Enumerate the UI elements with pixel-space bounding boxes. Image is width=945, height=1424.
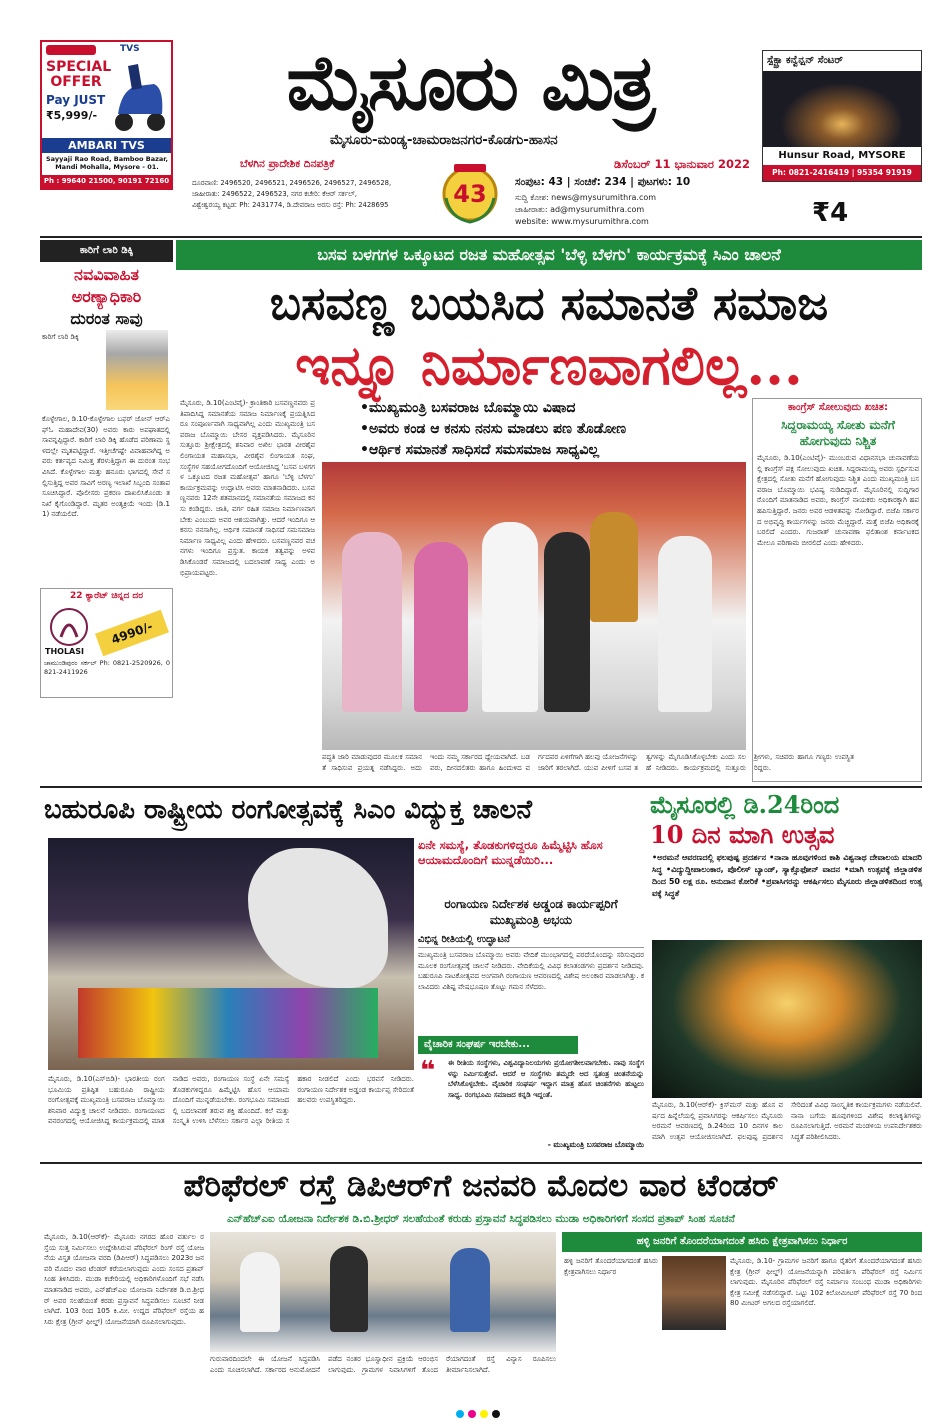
side-headline-2: ಅರಣ್ಯಾಧಿಕಾರಿ [71,287,142,306]
stage-screen [248,848,388,988]
story4-body-left: ಮೈಸೂರು, ಡಿ.10(ಆರ್‌ಕೆ)- ಮೈಸೂರು ನಗರದ ಹೊರ ವರ್ತುಲ ರಸ್ತೆಯ ಸುತ್ತ ನಿರ್ಮಿಸಲು ಉದ್ದೇಶಿಸಿರುವ ಪೆರಿಫೆರಲ್ ರಿಂಗ್ ರಸ್ತೆ ಯೋಜನೆಯ ವಿಸ್ತೃತ ಯೋಜನಾ ವರದಿ (ಡಿಪಿಆರ್) ಸಿದ್ಧಪಡಿಸಲು 2023ರ ಜನವರಿ ಮೊದಲ ವಾರ ಟೆಂಡರ್ ಕರೆಯಲಾಗುವುದು ಎಂದು ಸಂಸದ ಪ್ರತಾಪ್ ಸಿಂಹ ತಿಳಿಸಿದರು. ಮುಡಾ ಕಚೇರಿಯಲ್ಲಿ ಅಧಿಕಾರಿಗಳೊಂದಿಗೆ ಸಭೆ ನಡೆಸಿ ಮಾತನಾಡಿದ ಅವರು, ಎನ್‌ಹೆಚ್‌ಎಐ ಯೋಜನಾ ನಿರ್ದೇಶಕ ಡಿ.ಬಿ.ಶ್ರೀಧರ್ ಅವರ ಸಲಹೆಯಂತೆ ಕರಡು ಪ್ರಸ್ತಾವನೆ ಸಿದ್ಧಪಡಿಸಲು ಸೂಚನೆ ನೀಡಲಾಗಿದೆ. 103 ರಿಂದ 105 ಕಿ.ಮೀ. ಉದ್ದದ ಪೆರಿಫೆರಲ್ ರಸ್ತೆಯ ಹಸಿರು ಕ್ಷೇತ್ರ (ಗ್ರೀನ್ ಫೀಲ್ಡ್) ಯೋಜನೆಯಾಗಿ ರೂಪಿಸಲಾಗುವುದು. [44,1233,204,1326]
masthead-date: ಡಿಸೆಂಬರ್ 11 ಭಾನುವಾರ 2022 [613,157,750,171]
story4-side-head: ಹಳ್ಳಿ ಜನರಿಗೆ ತೊಂದರೆಯಾಗದಂತೆ ಹಸಿರು ಕ್ಷೇತ್ರವಾಗಿಸಲು ನಿರ್ಧಾರ [562,1232,922,1252]
gold-brand: THOLASI [45,647,84,656]
story3-headline-1: ಮೈಸೂರಲ್ಲಿ ಡಿ.24ರಿಂದ [650,790,840,819]
side-story-body-a: ಕಾರಿಗೆ ಲಾರಿ ಡಿಕ್ಕಿ [42,333,79,341]
story3-bullets: •ಅರಮನೆ ಆವರಣದಲ್ಲಿ ಫಲಪುಷ್ಪ ಪ್ರದರ್ಶನ •ನಾನಾ ಹೂವುಗಳಿಂದ ಕಾಶಿ ವಿಶ್ವನಾಥ ದೇವಾಲಯ ಮಾದರಿ ಸಿದ್ಧ •ವಿದ್ಯುದ್ದೀಪಾಲಂಕಾರ, ಪೊಲೀಸ್ ಬ್ಯಾಂಡ್, ಸ್ಯಾಕ್ಸೊಫೋನ್ ವಾದನ •ಮಾಗಿ ಉತ್ಸವಕ್ಕೆ ಜಿಲ್ಲಾಡಳಿತದಿಂದ 50 ಲಕ್ಷ ರೂ. ಅನುದಾನ ಕೋರಿಕೆ •ಪ್ರವಾಸಿಗರನ್ನು ಆಕರ್ಷಿಸಲು ಮೈಸೂರು ಜಿಲ್ಲಾಡಳಿತದಿಂದ ಉತ್ಸವಕ್ಕೆ ಸಿದ್ಧತೆ [652,853,922,898]
story4-headline: ಪೆರಿಫೆರಲ್ ರಸ್ತೆ ಡಿಪಿಆರ್‌ಗೆ ಜನವರಿ ಮೊದಲ ವಾರ ಟೆಂಡರ್ [183,1168,779,1204]
issue-info: ಸಂಪುಟ: 43 | ಸಂಚಿಕೆ: 234 | ಪುಟಗಳು: 10 [515,176,691,188]
masthead-tagline: ಬೆಳಗಿನ ಪ್ರಾದೇಶಿಕ ದಿನಪತ್ರಿಕೆ [240,158,335,170]
quote-icon: ❝ [420,1056,436,1086]
side-box-body: ಮೈಸೂರು, ಡಿ.10(ಎಂಟಿವೈ)- ಮುಂಬರುವ ವಿಧಾನಸಭಾ ಚುನಾವಣೆಯಲ್ಲಿ ಕಾಂಗ್ರೆಸ್ ಪಕ್ಷ ಸೋಲುವುದು ಖಚಿತ. ಸಿದ್ದರಾಮಯ್ಯ ಅವರು ಸ್ಪರ್ಧಿಸುವ ಕ್ಷೇತ್ರದಲ್ಲಿ ಸೋತು ಮನೆಗೆ ಹೋಗುವುದು ನಿಶ್ಚಿತ ಎಂದು ಮುಖ್ಯಮಂತ್ರಿ ಬಸವರಾಜ ಬೊಮ್ಮಾಯಿ ಭವಿಷ್ಯ ನುಡಿದಿದ್ದಾರೆ. ಮೈಸೂರಿನಲ್ಲಿ ಸುದ್ದಿಗಾರರೊಂದಿಗೆ ಮಾತನಾಡಿದ ಅವರು, ಕಾಂಗ್ರೆಸ್ ನಾಯಕರು ಅಧಿಕಾರಕ್ಕಾಗಿ ಹಪಹಪಿಸುತ್ತಿದ್ದಾರೆ. ಜನರು ಅವರ ಆಡಳಿತವನ್ನು ನೋಡಿದ್ದಾರೆ. ಬಿಜೆಪಿ ಸರ್ಕಾರದ ಅಭಿವೃದ್ಧಿ ಕಾರ್ಯಗಳನ್ನು ಜನರು ಮೆಚ್ಚಿದ್ದಾರೆ. ಮತ್ತೆ ಬಿಜೆಪಿ ಅಧಿಕಾರಕ್ಕೆ ಬರಲಿದೆ ಎಂದರು. ಗುಜರಾತ್ ಚುನಾವಣಾ ಫಲಿತಾಂಶ ಕರ್ನಾಟಕದ ಮೇಲೂ ಪರಿಣಾಮ ಬೀರಲಿದೆ ಎಂದು ಹೇಳಿದರು. [757,454,920,547]
anniversary-number: 43 [453,180,487,208]
side-box-kicker: ಕಾಂಗ್ರೆಸ್ ಸೋಲುವುದು ಖಚಿತ: [788,402,888,413]
phones-line-2: ಜಾಹೀರಾತು: 2496522, 2496523, ನಗರ ಕಚೇರಿ: ಕೆಆರ್ ಸರ್ಕಲ್, [192,190,357,198]
price: ₹4 [812,198,849,228]
person-shape [240,1252,280,1332]
scooter-icon [108,58,170,134]
ad-spectra-name: ಸ್ಪೆಕ್ಟ್ರಾ ಕನ್ವೆನ್ಷನ್ ಸೆಂಟರ್ [763,51,921,71]
story4-photo [210,1232,556,1352]
ad-dealer: AMBARI TVS [42,138,171,153]
ad-spectra [762,50,922,182]
story4-body-right: ಮೈಸೂರು, ಡಿ.10- ಗ್ರಾಮಗಳ ಜನರಿಗೆ ಹಾಗೂ ರೈತರಿಗೆ ತೊಂದರೆಯಾಗದಂತೆ ಹಸಿರು ಕ್ಷೇತ್ರ (ಗ್ರೀನ್ ಫೀಲ್ಡ್) ಯೋಜನೆಯನ್ನಾಗಿ ಪರಿವರ್ತಿಸಿ ಪೆರಿಫೆರಲ್ ರಸ್ತೆ ನಿರ್ಮಿಸಲಾಗುವುದು. ಮೈಸೂರಿನ ಪೆರಿಫೆರಲ್ ರಸ್ತೆ ನಿರ್ಮಾಣ ಸಂಬಂಧ ಮುಡಾ ಅಧಿಕಾರಿಗಳು ಕ್ಷೇತ್ರ ಸಮೀಕ್ಷೆ ನಡೆಸಲಿದ್ದಾರೆ. ಒಟ್ಟು 102 ಕಿಲೋಮೀಟರ್ ಪೆರಿಫೆರಲ್ ರಸ್ತೆ 70 ರಿಂದ 80 ಮೀಟರ್ ಅಗಲದ ರಸ್ತೆಯಾಗಲಿದೆ. [730,1257,922,1308]
tholasi-logo-icon [49,607,89,647]
lead-body-bottom: ಪದ್ಧತಿ ಜಾರಿ ಮಾಡುವುದರ ಮೂಲಕ ಸಮಾನತೆ ಸಾಧಿಸುವ ಪ್ರಯತ್ನ ನಡೆಸಿದ್ದರು. ಅದು ಇಂದು ನಮ್ಮ ಸರ್ಕಾರದ ಧ್ಯೇಯವಾಗಿದೆ. ಬಡವರು, ದೀನದಲಿತರು ಹಾಗೂ ಹಿಂದುಳಿದ ವರ್ಗದವರ ಏಳಿಗೆಗಾಗಿ ಹಲವು ಯೋಜನೆಗಳನ್ನು ಜಾರಿಗೆ ತರಲಾಗಿದೆ. ಯುವ ಪೀಳಿಗೆ ಬಸವ ತತ್ವಗಳನ್ನು ಮೈಗೂಡಿಸಿಕೊಳ್ಳಬೇಕು ಎಂದು ಸಲಹೆ ನೀಡಿದರು. ಕಾರ್ಯಕ್ರಮದಲ್ಲಿ ಸುತ್ತೂರು ಶ್ರೀಗಳು, ಸಚಿವರು ಹಾಗೂ ಗಣ್ಯರು ಉಪಸ್ಥಿತರಿದ್ದರು. [322,753,854,772]
officer-photo [106,330,168,410]
person-shape [658,536,712,712]
side-box [752,398,922,782]
lead-headline-2: ಇನ್ನೂ ನಿರ್ಮಾಣವಾಗಲಿಲ್ಲ... [295,333,803,397]
side-headline [40,264,173,330]
story2-sub4: ವೈಚಾರಿಕ ಸಂಘರ್ಷ ಇರಬೇಕು... [418,1036,578,1054]
convention-photo [763,71,921,147]
ad-address: Sayyaji Rao Road, Bamboo Bazar, Mandi Mohalla, Mysore - 01. [46,155,168,171]
emails [515,192,755,228]
registration-mark [456,1410,464,1418]
story4-body-mid: ಗುರುವಾರದಿಂದಲೇ ಈ ಯೋಜನೆ ಸಿದ್ಧಪಡಿಸಿ ಎಂದು ಸೂಚಿಸಲಾಗಿದೆ. ಸರ್ಕಾರದ ಅನುಮೋದನೆ ಪಡೆದ ನಂತರ ಭೂಸ್ವಾಧೀನ ಪ್ರಕ್ರಿಯೆ ಆರಂಭಿಸಲಾಗುವುದು. ಗ್ರಾಮಗಳ ನಿವಾಸಿಗಳಿಗೆ ತೊಂದರೆಯಾಗದಂತೆ ರಸ್ತೆ ವಿನ್ಯಾಸ ರೂಪಿಸಲು ತೀರ್ಮಾನಿಸಲಾಗಿದೆ. [210,1355,556,1374]
gold-rate: 4990/- [95,610,169,656]
side-box-headline: ಸಿದ್ದರಾಮಯ್ಯ ಸೋತು ಮನೆಗೆ ಹೋಗುವುದು ನಿಶ್ಚಿತ [781,418,895,448]
website: website: www.mysurumithra.com [515,217,649,226]
mp-photo [662,1256,726,1330]
ad-pay: Pay JUST [46,93,106,107]
story2-body-bottom: ಮೈಸೂರು, ಡಿ.10(ಎಸ್‌ಬಿಡಿ)- ಭಾರತೀಯ ರಂಗಭೂಮಿಯ ಪ್ರತಿಷ್ಠಿತ ಬಹುರೂಪಿ ರಾಷ್ಟ್ರೀಯ ರಂಗೋತ್ಸವಕ್ಕೆ ಮುಖ್ಯಮಂತ್ರಿ ಬಸವರಾಜ ಬೊಮ್ಮಾಯಿ ಶನಿವಾರ ವಿದ್ಯುಕ್ತ ಚಾಲನೆ ನೀಡಿದರು. ರಂಗಾಯಣದ ವನರಂಗದಲ್ಲಿ ಆಯೋಜಿಸಿದ್ದ ಕಾರ್ಯಕ್ರಮದಲ್ಲಿ ಮಾತನಾಡಿದ ಅವರು, ರಂಗಾಯಣ ಸಂಸ್ಥೆ ಏನೇ ಸಮಸ್ಯೆ ತೊಡಕುಗಳಿದ್ದರೂ ಹಿಮ್ಮೆಟ್ಟಿಸಿ ಹೊಸ ಆಯಾಮದೊಂದಿಗೆ ಮುನ್ನಡೆಯಬೇಕು. ರಂಗಭೂಮಿ ಸಮಾಜದಲ್ಲಿ ಬದಲಾವಣೆ ತರುವ ಶಕ್ತಿ ಹೊಂದಿದೆ. ಕಲೆ ಮತ್ತು ಸಂಸ್ಕೃತಿ ಉಳಿಸಿ ಬೆಳೆಸಲು ಸರ್ಕಾರ ಎಲ್ಲಾ ರೀತಿಯ ಸಹಕಾರ ನೀಡಲಿದೆ ಎಂದು ಭರವಸೆ ನೀಡಿದರು. ರಂಗಾಯಣ ನಿರ್ದೇಶಕ ಅಡ್ಡಂಡ ಕಾರ್ಯಪ್ಪ ಸೇರಿದಂತೆ ಹಲವರು ಉಪಸ್ಥಿತರಿದ್ದರು. [48,1075,414,1126]
anniversary-emblem [436,158,504,226]
lead-strap: ಬಸವ ಬಳಗಗಳ ಒಕ್ಕೂಟದ ರಜತ ಮಹೋತ್ಸವ 'ಬೆಳ್ಳಿ ಬೆಳಗು' ಕಾರ್ಯಕ್ರಮಕ್ಕೆ ಸಿಎಂ ಚಾಲನೆ [176,240,922,270]
ad-tvs [40,40,173,190]
ad-spectra-phone: Ph: 0821-2416419 | 95354 91919 [763,165,921,181]
performers-shape [78,988,378,1058]
section-rule [40,786,922,788]
phones-line-1: ದೂರವಾಣಿ: 2496520, 2496521, 2496526, 2496527, 2496528, [192,179,392,187]
story2-sub1: ಏನೇ ಸಮಸ್ಯೆ, ತೊಡಕುಗಳಿದ್ದರೂ ಹಿಮ್ಮೆಟ್ಟಿಸಿ ಹೊಸ ಆಯಾಮದೊಂದಿಗೆ ಮುನ್ನಡೆಯಿರಿ... [418,838,603,867]
masthead-districts: ಮೈಸೂರು-ಮಂಡ್ಯ-ಚಾಮರಾಜನಗರ-ಕೊಡಗು-ಹಾಸನ [330,132,558,148]
story2-quote: ಈ ರೀತಿಯ ಸಂಸ್ಥೆಗಳು, ವಿಶ್ವವಿದ್ಯಾನಿಲಯಗಳು ಪ್ರಯೋಗಶೀಲವಾಗಬೇಕು. ನಾವು ಸಂಸ್ಥೆಗಳನ್ನು ನಿರ್ಮಿಸುತ್ತೇವೆ. ಆದರೆ ಆ ಸಂಸ್ಥೆಗಳು ತಮ್ಮದೇ ಆದ ಸ್ವತಂತ್ರ ಚಿಂತನೆಯನ್ನು ಬೆಳೆಸಿಕೊಳ್ಳಬೇಕು. ವೈಚಾರಿಕ ಸಂಘರ್ಷ ಇದ್ದಾಗ ಮಾತ್ರ ಹೊಸ ಚಿಂತನೆಗಳು ಹುಟ್ಟಲು ಸಾಧ್ಯ. ರಂಗಭೂಮಿ ಸಮಾಜದ ಕನ್ನಡಿ ಇದ್ದಂತೆ. [448,1059,644,1099]
side-kicker: ಕಾರಿಗೆ ಲಾರಿ ಡಿಕ್ಕಿ [40,240,173,262]
lead-bullet-2: •ಅವರು ಕಂಡ ಆ ಕನಸು ನನಸು ಮಾಡಲು ಪಣ ತೊಡೋಣ [360,421,627,437]
person-shape [342,532,402,712]
story3-headline [650,790,922,850]
lead-bullet-3: •ಆರ್ಥಿಕ ಸಮಾನತೆ ಸಾಧಿಸದೆ ಸಮಸಮಾಜ ಸಾಧ್ಯವಿಲ್ಲ [360,442,600,458]
story2-body-right: ಮುಖ್ಯಮಂತ್ರಿ ಬಸವರಾಜ ಬೊಮ್ಮಾಯಿ ಅವರು ವೇದಿಕೆ ಮುಂಭಾಗದಲ್ಲಿ ಪರದೆಯೊಂದನ್ನು ಸರಿಸುವುದರ ಮೂಲಕ ರಂಗೋತ್ಸವಕ್ಕೆ ಚಾಲನೆ ನೀಡಿದರು. ವೇದಿಕೆಯಲ್ಲಿ ವಿವಿಧ ಕಲಾತಂಡಗಳು ಪ್ರದರ್ಶನ ನೀಡಿದವು. ಬಹುರೂಪಿ ನಾಟಕೋತ್ಸವದ ಅಂಗವಾಗಿ ರಂಗಾಯಣ ಆವರಣದಲ್ಲಿ ವಿಶೇಷ ಅಲಂಕಾರ ಮಾಡಲಾಗಿತ್ತು. ಕಲಾವಿದರು ವಿಶಿಷ್ಟ ವೇಷಭೂಷಣ ತೊಟ್ಟು ಗಮನ ಸೆಳೆದರು. [418,951,644,991]
contact-phones [192,178,432,211]
gold-contact: ಚಾಮುಂಡಿಪುರಂ ಸರ್ಕಲ್ Ph: 0821-2520926, 0821-2411926 [44,659,170,676]
lead-photo [322,462,746,750]
gold-rate-label: 22 ಕ್ಯಾರೆಟ್ ಚಿನ್ನದ ದರ [41,589,172,603]
ad-badge [46,45,96,55]
person-shape [330,1246,368,1332]
side-headline-3: ದುರಂತ ಸಾವು [70,309,143,328]
story4-body-right-a: ಹಳ್ಳಿ ಜನರಿಗೆ ತೊಂದರೆಯಾಗದಂತೆ ಹಸಿರು ಕ್ಷೇತ್ರವಾಗಿಸಲು ನಿರ್ಧಾರ [564,1257,658,1276]
story2-headline: ಬಹುರೂಪಿ ರಾಷ್ಟ್ರೀಯ ರಂಗೋತ್ಸವಕ್ಕೆ ಸಿಎಂ ವಿದ್ಯುಕ್ತ ಚಾಲನೆ [44,795,533,825]
side-story-body: ಕೊಳ್ಳೇಗಾಲ, ಡಿ.10-ಕೊಳ್ಳೇಗಾಲ ಬಫರ್ ಜೋನ್ ಆರ್‌ಎಫ್‌ಓ ಮಹಾದೇವ(30) ಅವರು ಕಾರು ಅಪಘಾತದಲ್ಲಿ ಸಾವನ್ನಪ್ಪಿದ್ದಾರೆ. ಕಾರಿಗೆ ಲಾರಿ ಡಿಕ್ಕಿ ಹೊಡೆದ ಪರಿಣಾಮ ಸ್ಥಳದಲ್ಲೇ ಮೃತಪಟ್ಟಿದ್ದಾರೆ. ಇತ್ತೀಚೆಗಷ್ಟೇ ವಿವಾಹವಾಗಿದ್ದ ಅವರು ಕರ್ತವ್ಯದ ನಿಮಿತ್ತ ತೆರಳುತ್ತಿದ್ದಾಗ ಈ ದುರಂತ ಸಂಭವಿಸಿದೆ. ಕೊಳ್ಳೇಗಾಲ ಮತ್ತು ಹನೂರು ಭಾಗದಲ್ಲಿ ಸೇವೆ ಸಲ್ಲಿಸುತ್ತಿದ್ದ ಅವರ ಸಾವಿಗೆ ಅರಣ್ಯ ಇಲಾಖೆ ಸಿಬ್ಬಂದಿ ಸಂತಾಪ ಸೂಚಿಸಿದ್ದಾರೆ. ಪೊಲೀಸರು ಪ್ರಕರಣ ದಾಖಲಿಸಿಕೊಂಡು ತನಿಖೆ ಕೈಗೊಂಡಿದ್ದಾರೆ. ಮೃತರ ಅಂತ್ಯಕ್ರಿಯೆ ಇಂದು (ಡಿ.11) ನಡೆಯಲಿದೆ. [42,415,170,519]
lead-body-left: ಮೈಸೂರು, ಡಿ.10(ಎಂಟಿವೈ)- ಕ್ರಾಂತಿಕಾರಿ ಬಸವಣ್ಣನವರು ಪ್ರತಿಪಾದಿಸಿದ್ದ ಸಮಾನತೆಯ ಸಮಾಜ ನಿರ್ಮಾಣಕ್ಕೆ ಪ್ರಯತ್ನಿಸಿದರೂ ಸಂಪೂರ್ಣವಾಗಿ ಸಾಧ್ಯವಾಗಿಲ್ಲ ಎಂದು ಮುಖ್ಯಮಂತ್ರಿ ಬಸವರಾಜ ಬೊಮ್ಮಾಯಿ ಬೇಸರ ವ್ಯಕ್ತಪಡಿಸಿದರು. ಮೈಸೂರಿನ ಸುತ್ತೂರು ಶ್ರೀಕ್ಷೇತ್ರದಲ್ಲಿ ಶನಿವಾರ ಅಖಿಲ ಭಾರತ ವೀರಶೈವ ಲಿಂಗಾಯತ ಮಹಾಸಭಾ, ವೀರಶೈವ ಲಿಂಗಾಯತ ಸಂಘ, ಸಂಸ್ಥೆಗಳ ಸಹಯೋಗದೊಂದಿಗೆ ಆಯೋಜಿಸಿದ್ದ 'ಬಸವ ಬಳಗಗಳ ಒಕ್ಕೂಟದ ರಜತ ಮಹೋತ್ಸವ' ಹಾಗೂ 'ಬೆಳ್ಳಿ ಬೆಳಗು' ಕಾರ್ಯಕ್ರಮವನ್ನು ಉದ್ಘಾಟಿಸಿ ಅವರು ಮಾತನಾಡಿದರು. ಬಸವಣ್ಣನವರು 12ನೇ ಶತಮಾನದಲ್ಲಿ ಸಮಾನತೆಯ ಸಮಾಜದ ಕನಸು ಕಂಡಿದ್ದರು. ಜಾತಿ, ವರ್ಗ ರಹಿತ ಸಮಾಜ ನಿರ್ಮಾಣವಾಗಬೇಕು ಎಂಬುದು ಅವರ ಆಶಯವಾಗಿತ್ತು. ಆದರೆ ಇಂದಿಗೂ ಆ ಕನಸು ನನಸಾಗಿಲ್ಲ. ಆರ್ಥಿಕ ಸಮಾನತೆ ಸಾಧಿಸದೆ ಸಮಸಮಾಜ ನಿರ್ಮಾಣ ಸಾಧ್ಯವಿಲ್ಲ ಎಂದು ಹೇಳಿದರು. ಬಸವಣ್ಣನವರ ವಚನಗಳು ಇಂದಿಗೂ ಪ್ರಸ್ತುತ. ಕಾಯಕ ತತ್ವವನ್ನು ಅಳವಡಿಸಿಕೊಂಡರೆ ಸಮಾಜದಲ್ಲಿ ಬದಲಾವಣೆ ಸಾಧ್ಯ ಎಂದು ಅಭಿಪ್ರಾಯಪಟ್ಟರು. [180,399,315,577]
ad-phone: Ph : 99640 21500, 90191 72160 [42,175,171,188]
person-shape [544,532,590,712]
story4-strap: ಎನ್‌ಹೆಚ್‌ಎಐ ಯೋಜನಾ ನಿರ್ದೇಶಕ ಡಿ.ಬಿ.ಶ್ರೀಧರ್ ಸಲಹೆಯಂತೆ ಕರುಡು ಪ್ರಸ್ತಾವನೆ ಸಿದ್ಧಪಡಿಸಲು ಮುಡಾ ಅಧಿಕಾರಿಗಳಿಗೆ ಸಂಸದ ಪ್ರತಾಪ್ ಸಿಂಹ ಸೂಚನೆ [227,1213,735,1225]
story3-photo [652,940,922,1098]
registration-mark [492,1410,500,1418]
masthead-rule [40,236,922,238]
email-news: ಸುದ್ದಿ ಕೋಶ: news@mysurumithra.com [515,193,657,202]
person-shape [450,1248,490,1332]
story2-quote-author: - ಮುಖ್ಯಮಂತ್ರಿ ಬಸವರಾಜ ಬೊಮ್ಮಾಯಿ [547,1140,644,1149]
masthead-title: ಮೈಸೂರು ಮಿತ್ರ [286,38,654,127]
lead-headline-1: ಬಸವಣ್ಣ ಬಯಸಿದ ಸಮಾನತೆ ಸಮಾಜ [269,276,829,330]
registration-mark [468,1410,476,1418]
ad-spectra-location: Hunsur Road, MYSORE [763,147,921,165]
statue-shape [590,512,638,622]
lead-bullet-1: •ಮುಖ್ಯಮಂತ್ರಿ ಬಸವರಾಜ ಬೊಮ್ಮಾಯಿ ವಿಷಾದ [360,400,576,416]
story3-headline-2: 10 ದಿನ ಮಾಗಿ ಉತ್ಸವ [650,820,835,849]
ad-amount: ₹5,999/- [46,109,98,122]
lead-bullets [360,398,740,461]
story3-body: ಮೈಸೂರು, ಡಿ.10(ಆರ್‌ಕೆ)- ಕ್ರಿಸ್‌ಮಸ್ ಮತ್ತು ಹೊಸ ವರ್ಷದ ಹಿನ್ನೆಲೆಯಲ್ಲಿ ಪ್ರವಾಸಿಗರನ್ನು ಆಕರ್ಷಿಸಲು ಮೈಸೂರು ಅರಮನೆ ಆವರಣದಲ್ಲಿ ಡಿ.24ರಿಂದ 10 ದಿನಗಳ ಕಾಲ ಮಾಗಿ ಉತ್ಸವ ಆಯೋಜಿಸಲಾಗಿದೆ. ಫಲಪುಷ್ಪ ಪ್ರದರ್ಶನ ಸೇರಿದಂತೆ ವಿವಿಧ ಸಾಂಸ್ಕೃತಿಕ ಕಾರ್ಯಕ್ರಮಗಳು ನಡೆಯಲಿವೆ. ನಾನಾ ಬಗೆಯ ಹೂವುಗಳಿಂದ ವಿಶೇಷ ಕಲಾಕೃತಿಗಳನ್ನು ರೂಪಿಸಲಾಗುತ್ತಿದೆ. ಅರಮನೆ ಮಂಡಳಿಯ ಉಪನಿರ್ದೇಶಕರು ಸಿದ್ಧತೆ ಪರಿಶೀಲಿಸಿದರು. [652,1101,922,1141]
phones-line-3: ವಿಶ್ವೇಶ್ವರಯ್ಯ ಕಟ್ಟಡ: Ph: 2431774, ಡಿ.ದೇವರಾಜ ಅರಸು ರಸ್ತೆ: Ph: 2428695 [192,201,389,209]
side-headline-1: ನವವಿವಾಹಿತ [74,265,139,284]
story2-sub3: ವಿಭಿನ್ನ ರೀತಿಯಲ್ಲಿ ಉದ್ಘಾಟನೆ [418,932,644,948]
person-shape [414,542,468,712]
gold-rate-ad [40,588,173,698]
ad-offer: SPECIAL OFFER [46,59,112,90]
email-ad: ಜಾಹೀರಾತು: ad@mysurumithra.com [515,205,645,214]
story2-sub2: ರಂಗಾಯಣ ನಿರ್ದೇಶಕ ಅಡ್ಡಂಡ ಕಾರ್ಯಪ್ಪರಿಗೆ ಮುಖ್ಯಮಂತ್ರಿ ಅಭಯ [444,897,618,927]
story2-photo [48,838,414,1070]
person-shape [482,522,538,712]
registration-mark [480,1410,488,1418]
ad-brand: TVS [120,44,140,54]
